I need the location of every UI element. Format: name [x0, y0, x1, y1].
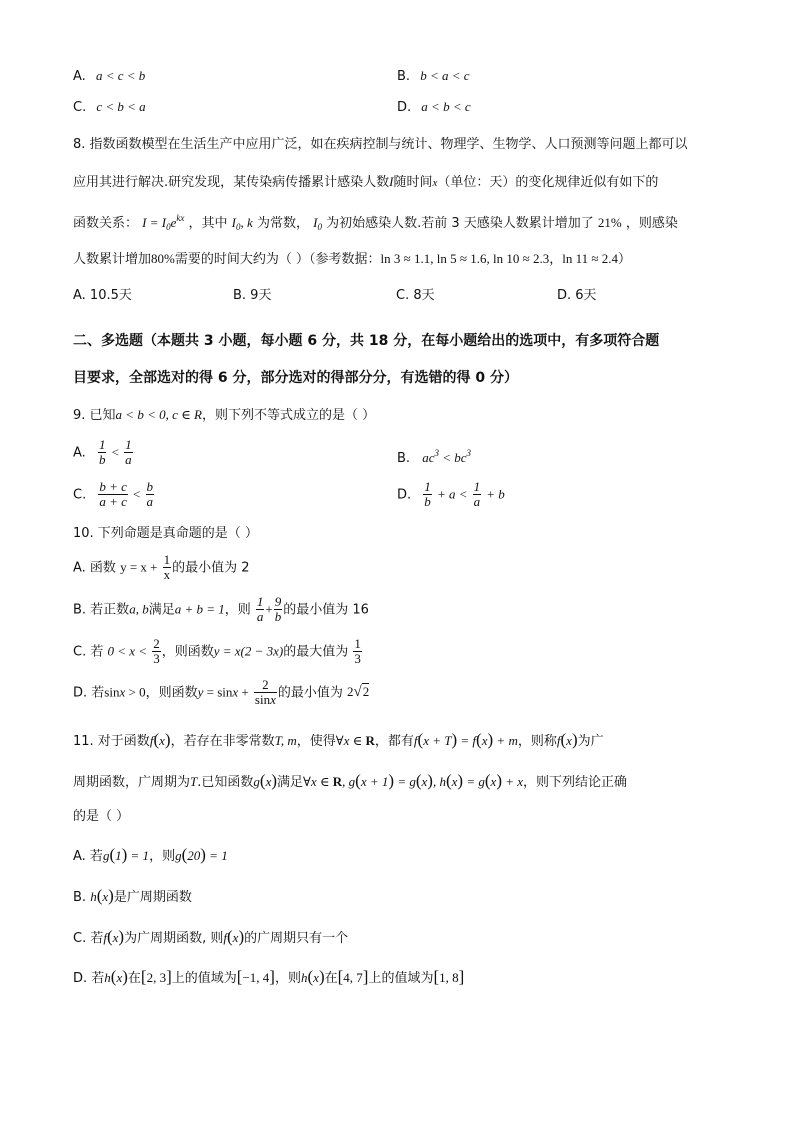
q8-option-a: A. 10.5天 [73, 288, 132, 303]
section-2-header-line-2: 目要求，全部选对的得 6 分，部分选对的得部分分，有选错的得 0 分） [73, 370, 518, 386]
q8-l4-b: 需要的时间大约为（ ）（参考数据： [174, 252, 381, 267]
q11-line-3: 的是（ ） [73, 809, 130, 824]
q11-l1-e: ，则称 [517, 734, 557, 749]
q8-l4-c: ， [549, 252, 563, 267]
q10-a-post: 的最小值为 2 [172, 560, 250, 576]
q9-c-label: C. [73, 487, 87, 503]
q8-option-b: B. 9天 [233, 288, 272, 303]
q10-b-mid: 满足 [148, 602, 175, 618]
q9-stem [73, 408, 375, 422]
q9-a-label: A. [73, 445, 86, 461]
q11-l1-b: ，若存在非零常数 [170, 734, 275, 749]
q9-stem-expr: a < b < 0, c ∈ R [115, 407, 202, 422]
q7-option-a [73, 69, 145, 83]
q8-i0: $I_0$ [313, 215, 322, 232]
q8-l2-b: 随时间 [393, 175, 433, 190]
q11-b-pre: B. [73, 890, 91, 905]
q8-line-3 [73, 214, 678, 232]
q11-l2-b: .已知函数 [197, 775, 254, 790]
q7-option-b [397, 69, 470, 83]
q10-c-post: 的最大值为 [283, 644, 349, 660]
q11-l1-c: ，使得 [296, 734, 336, 749]
q7-a-label: A. [73, 69, 86, 84]
q11-d-pre: D. 若 [73, 971, 105, 986]
q11-option-a: A. 若g(1) = 1，则g(20) = 1 [73, 845, 228, 864]
q8-line-2 [73, 175, 658, 189]
q10-b-mid2: ，则 [224, 602, 251, 618]
q7-b-expr: b < a < c [420, 68, 470, 83]
q11-option-c: C. 若f(x)为广周期函数, 则f(x)的广周期只有一个 [73, 927, 349, 946]
q11-l1-d: ，都有 [374, 734, 414, 749]
q10-d-post: 的最小值为 [277, 685, 343, 701]
q8-l3-e: ，则感染 [625, 216, 678, 231]
q7-c-expr: c < b < a [96, 99, 146, 114]
q8-pct-80: 80% [151, 251, 175, 266]
section-2-header-line-1: 二、多选题（本题共 3 小题，每小题 6 分，共 18 分，在每小题给出的选项中，有多项符合题 [73, 333, 660, 349]
q10-d-mid: ，则函数 [145, 685, 198, 701]
q8-formula: $I = I_0e^{kx}$ [142, 213, 185, 232]
q10-option-a: A. 函数 y = x + $\frac{1}{x}$ 的最小值为 2 [73, 552, 250, 583]
q11-d-mid5: 上的值域为 [368, 971, 434, 986]
q8-l3-b: ，其中 [188, 216, 228, 231]
q11-l2-a: 周期函数，广周期为 [73, 775, 191, 790]
q11-l1-f: 为广 [577, 734, 604, 749]
q11-l2-c: 满足 [277, 775, 304, 790]
q7-a-expr: a < c < b [95, 68, 146, 83]
q10-option-b: B. 若正数a, b满足a + b = 1，则 $\frac{1}{a}$ + $\frac{9}{b}$ 的最小值为 16 [73, 594, 369, 625]
q8-ref-data-2: ln 11 ≈ 2.4 [562, 251, 619, 266]
q9-option-c: C. $\frac{b + c}{a + c}$ < $\frac{b}{a}$ [73, 479, 154, 510]
q8-l2-a: 应用其进行解决.研究发现，某传染病传播累计感染人数 [73, 175, 390, 190]
q10-c-pre: C. 若 [73, 644, 104, 660]
q8-l3-a: 函数关系： [73, 216, 139, 231]
q8-l2-c: （单位：天）的变化规律近似有如下的 [437, 175, 659, 190]
q11-line-2: 周期函数，广周期为T.已知函数g(x)满足∀x ∈ R, g(x + 1) = g(x), h(x) = g(x) + x，则下列结论正确 [73, 771, 628, 790]
q11-d-mid: 在 [127, 971, 141, 986]
q11-b-post: 是广周期函数 [113, 890, 192, 905]
q8-constants: $I_0$, k [231, 215, 253, 232]
q8-var-i: I [389, 174, 394, 189]
q8-line-1: 8. 指数函数模型在生活生产中应用广泛，如在疾病控制与统计、物理学、生物学、人口预测等问题上都可以 [73, 137, 688, 152]
q8-ref-data: ln 3 ≈ 1.1, ln 5 ≈ 1.6, ln 10 ≈ 2.3 [380, 251, 550, 266]
q8-l4-a: 人数累计增加 [73, 252, 152, 267]
q11-c-pre: C. 若 [73, 931, 104, 946]
q11-d-mid2: 上的值域为 [171, 971, 237, 986]
q9-option-a: A. $\frac{1}{b}$ < $\frac{1}{a}$ [73, 437, 132, 468]
q8-option-d: D. 6天 [557, 288, 597, 303]
q9-stem-b: ，则下列不等式成立的是（ ） [201, 408, 376, 423]
q7-d-expr: a < b < c [421, 99, 471, 114]
q7-c-label: C. [73, 100, 87, 115]
q9-b-label: B. [397, 451, 411, 466]
q11-l2-d: ，则下列结论正确 [523, 775, 628, 790]
q11-line-1: 11. 对于函数f(x)，若存在非零常数T, m，使得∀x ∈ R，都有f(x + T) = f(x) + m，则称f(x)为广 [73, 730, 604, 749]
q9-option-d: D. $\frac{1}{b}$ + a < $\frac{1}{a}$ + b [397, 479, 505, 510]
q8-pct-21: 21% [597, 215, 622, 230]
q8-l4-d: ） [618, 252, 632, 267]
q7-option-d [397, 100, 471, 114]
q10-d-pre: D. 若 [73, 685, 105, 701]
q9-stem-a: 9. 已知 [73, 408, 116, 423]
q8-option-c: C. 8天 [396, 288, 435, 303]
q11-option-d: D. 若h(x)在[2, 3]上的值域为[−1, 4]，则h(x)在[4, 7]上的值域为[1, 8] [73, 967, 465, 986]
q11-d-mid3: ，则 [274, 971, 301, 986]
q10-option-c: C. 若 0 < x < $\frac{2}{3}$ ，则函数y = x(2 − 3x)的最大值为 $\frac{1}{3}$ [73, 636, 361, 667]
q11-c-mid: 为广周期函数, 则 [124, 931, 224, 946]
q10-option-d: D. 若sinx > 0，则函数y = sinx + $\frac{2}{\sin x}$ 的最小值为 2√2 [73, 677, 370, 708]
q11-a-pre: A. 若 [73, 849, 103, 864]
q9-option-b: B. $ac^3 < bc^3$ [397, 448, 472, 466]
q10-c-mid: ，则函数 [161, 644, 214, 660]
q8-line-4 [73, 252, 631, 266]
q10-a-pre: A. 函数 [73, 560, 116, 576]
q8-l3-c: 为常数， [256, 216, 309, 231]
q10-b-post: 的最小值为 16 [283, 602, 369, 618]
q11-a-mid: ，则 [149, 849, 176, 864]
q7-b-label: B. [397, 69, 411, 84]
q11-option-b: B. h(x)是广周期函数 [73, 886, 192, 905]
q10-b-pre: B. 若正数 [73, 602, 130, 618]
q11-d-mid4: 在 [324, 971, 338, 986]
q8-var-x: x [432, 177, 438, 189]
q9-d-label: D. [397, 487, 412, 503]
q7-d-label: D. [397, 100, 412, 115]
q11-l1-a: 11. 对于函数 [73, 734, 150, 749]
q8-l3-d: 为初始感染人数.若前 3 天感染人数累计增加了 [326, 216, 594, 231]
q11-c-post: 的广周期只有一个 [244, 931, 349, 946]
q7-option-c [73, 100, 146, 114]
q10-stem: 10. 下列命题是真命题的是（ ） [73, 526, 258, 541]
